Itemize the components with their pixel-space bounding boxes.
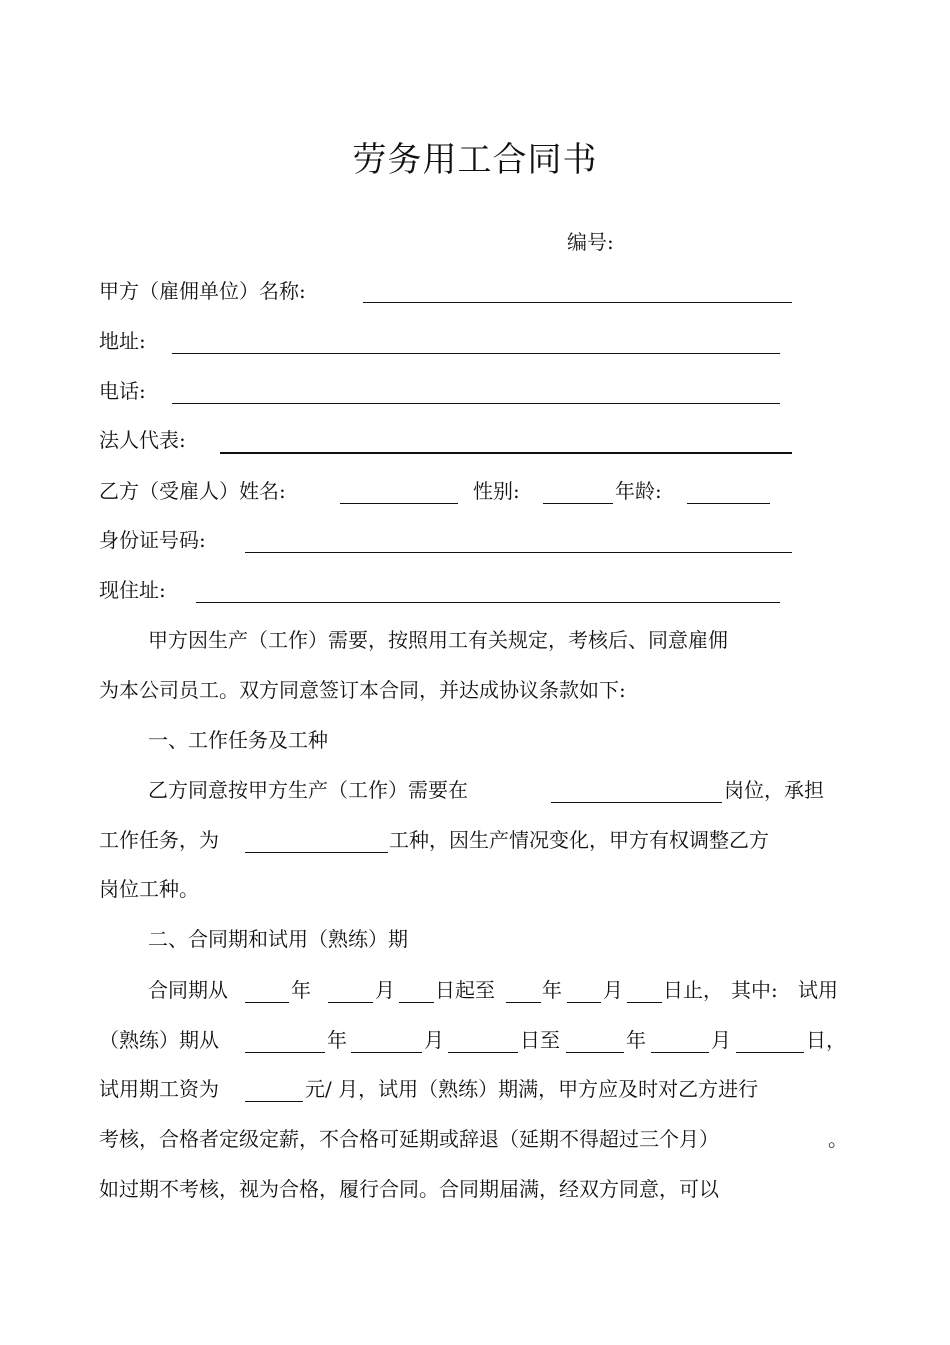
trial-end-month-field[interactable] [651,1052,709,1053]
trial-start-year-field[interactable] [245,1052,325,1053]
renewal-line: 如过期不考核，视为合格，履行合同。合同期届满，经双方同意，可以 [99,1177,719,1201]
party-a-name-field[interactable] [363,302,792,303]
contract-start-day-field[interactable] [399,1002,434,1003]
contract-end-year-field[interactable] [506,1002,541,1003]
trial-wage-field[interactable] [245,1101,303,1102]
party-b-id-label: 身份证号码: [99,528,206,552]
trial-start-month-unit: 月 [424,1028,444,1052]
section-1-heading: 一、工作任务及工种 [148,728,328,752]
trial-from-label: （熟练）期从 [99,1028,219,1052]
position-field[interactable] [551,802,722,803]
assessment-line-end: 。 [828,1127,848,1151]
contract-from-label: 合同期从 [148,978,228,1002]
contract-start-day-unit: 日起至 [435,978,495,1002]
contract-end-day-unit: 日止， [663,978,723,1002]
section-1-line-1a: 乙方同意按甲方生产（工作）需要在 [148,778,468,802]
party-a-phone-field[interactable] [172,403,780,404]
contract-among-label: 其中: [731,978,778,1002]
party-a-address-label: 地址: [99,329,146,353]
section-1-line-3: 岗位工种。 [99,877,199,901]
contract-start-month-unit: 月 [375,978,395,1002]
contract-start-year-unit: 年 [291,978,311,1002]
assessment-line: 考核，合格者定级定薪，不合格可延期或辞退（延期不得超过三个月） [99,1127,719,1151]
contract-start-month-field[interactable] [328,1002,373,1003]
intro-line-2: 为本公司员工。双方同意签订本合同，并达成协议条款如下: [99,678,626,702]
party-a-legal-rep-field[interactable] [220,452,792,454]
party-b-age-label: 年龄: [615,479,662,503]
intro-line-1: 甲方因生产（工作）需要，按照用工有关规定，考核后、同意雇佣 [148,628,728,652]
trial-end-month-unit: 月 [711,1028,731,1052]
trial-wage-text: 元/ 月，试用（熟练）期满，甲方应及时对乙方进行 [305,1077,759,1101]
party-b-gender-label: 性别: [473,479,520,503]
contract-end-month-unit: 月 [603,978,623,1002]
contract-end-year-unit: 年 [542,978,562,1002]
contract-number-label: 编号: [567,230,614,254]
trial-start-month-field[interactable] [351,1052,422,1053]
party-b-name-label: 乙方（受雇人）姓名: [99,479,286,503]
trial-end-year-field[interactable] [566,1052,624,1053]
section-1-line-2b: 工种，因生产情况变化，甲方有权调整乙方 [389,828,769,852]
trial-end-day-field[interactable] [736,1052,804,1053]
party-b-address-field[interactable] [196,602,780,603]
party-b-age-field[interactable] [687,503,770,504]
party-b-gender-field[interactable] [543,503,613,504]
section-1-line-1b: 岗位，承担 [724,778,824,802]
party-a-address-field[interactable] [172,353,780,354]
trial-start-day-unit: 日至 [520,1028,560,1052]
trial-end-day-unit: 日， [806,1028,846,1052]
party-a-phone-label: 电话: [99,379,146,403]
party-a-name-label: 甲方（雇佣单位）名称: [99,279,306,303]
contract-trial-label: 试用 [798,978,838,1002]
trial-wage-label: 试用期工资为 [99,1077,219,1101]
party-a-legal-rep-label: 法人代表: [99,428,186,452]
document-title: 劳务用工合同书 [352,140,598,180]
contract-end-month-field[interactable] [567,1002,601,1003]
trial-start-year-unit: 年 [327,1028,347,1052]
contract-end-day-field[interactable] [627,1002,662,1003]
trial-end-year-unit: 年 [626,1028,646,1052]
party-b-id-field[interactable] [245,552,792,553]
section-2-heading: 二、合同期和试用（熟练）期 [148,927,408,951]
contract-start-year-field[interactable] [245,1002,289,1003]
party-b-address-label: 现住址: [99,578,166,602]
party-b-name-field[interactable] [340,503,458,504]
section-1-line-2a: 工作任务，为 [99,828,219,852]
job-type-field[interactable] [245,852,388,853]
trial-start-day-field[interactable] [448,1052,518,1053]
